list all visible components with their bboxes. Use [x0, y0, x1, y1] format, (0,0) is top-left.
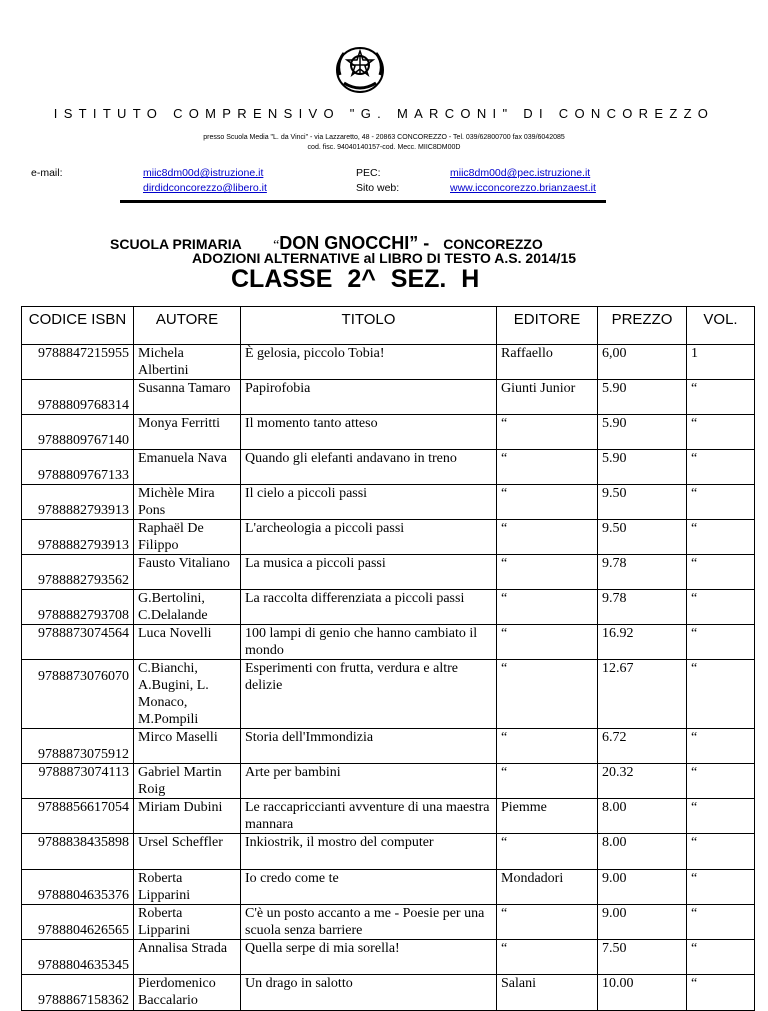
- vol-cell: “: [687, 485, 755, 520]
- publisher-cell: “: [497, 940, 598, 975]
- vol-cell: “: [687, 975, 755, 1011]
- publisher-cell: “: [497, 450, 598, 485]
- publisher-cell: Giunti Junior: [497, 380, 598, 415]
- isbn-cell: 9788804635376: [38, 888, 129, 903]
- price-cell: 10.00: [598, 975, 687, 1011]
- publisher-cell: Mondadori: [497, 870, 598, 905]
- publisher-cell: “: [497, 485, 598, 520]
- price-cell: 9.00: [598, 905, 687, 940]
- isbn-cell: 9788867158362: [38, 993, 129, 1008]
- price-cell: 9.78: [598, 590, 687, 625]
- title-cell: Le raccapriccianti avventure di una maestra mannara: [241, 799, 497, 834]
- adoptions-table: [21, 306, 755, 1011]
- publisher-cell: “: [497, 660, 598, 729]
- col-header-title: TITOLO: [241, 307, 497, 345]
- school-town: CONCOREZZO: [443, 236, 543, 252]
- price-cell: 5.90: [598, 380, 687, 415]
- price-cell: 16.92: [598, 625, 687, 660]
- vol-cell: “: [687, 555, 755, 590]
- author-cell: Luca Novelli: [134, 625, 241, 660]
- vol-cell: “: [687, 415, 755, 450]
- publisher-cell: “: [497, 834, 598, 870]
- institute-codes: cod. fisc. 94040140157-cod. Mecc. MIIC8DM00D: [307, 144, 461, 151]
- isbn-cell: 9788809768314: [38, 398, 129, 413]
- title-cell: Io credo come te: [241, 870, 497, 905]
- school-open-quote: “: [273, 238, 280, 253]
- vol-cell: “: [687, 870, 755, 905]
- col-header-price: PREZZO: [598, 307, 687, 345]
- vol-cell: “: [687, 520, 755, 555]
- author-cell: Emanuela Nava: [134, 450, 241, 485]
- table-row: [22, 345, 755, 380]
- col-header-isbn: CODICE ISBN: [22, 307, 134, 345]
- price-cell: 9.78: [598, 555, 687, 590]
- vol-cell: “: [687, 660, 755, 729]
- isbn-cell: 9788856617054: [22, 799, 134, 834]
- publisher-cell: “: [497, 415, 598, 450]
- isbn-cell: 9788873075912: [38, 747, 129, 762]
- title-cell: Quando gli elefanti andavano in treno: [241, 450, 497, 485]
- table-row: [22, 590, 755, 625]
- price-cell: 9.50: [598, 520, 687, 555]
- adoptions-heading: ADOZIONI ALTERNATIVE al LIBRO DI TESTO A.S. 2014/15: [191, 250, 577, 266]
- author-cell: C.Bianchi, A.Bugini, L. Monaco, M.Pompili: [134, 660, 241, 729]
- author-cell: Susanna Tamaro: [134, 380, 241, 415]
- title-cell: La raccolta differenziata a piccoli passi: [241, 590, 497, 625]
- col-header-author: AUTORE: [134, 307, 241, 345]
- isbn-cell: 9788838435898: [22, 834, 134, 870]
- table-row: [22, 729, 755, 764]
- table-row: [22, 485, 755, 520]
- isbn-cell: 9788882793913: [38, 503, 129, 518]
- table-row: [22, 834, 755, 870]
- author-cell: Fausto Vitaliano: [134, 555, 241, 590]
- publisher-cell: “: [497, 555, 598, 590]
- publisher-cell: Raffaello: [497, 345, 598, 380]
- isbn-cell: 9788882793708: [38, 608, 129, 623]
- vol-cell: “: [687, 764, 755, 799]
- title-cell: Quella serpe di mia sorella!: [241, 940, 497, 975]
- email-link-istruzione[interactable]: miic8dm00d@istruzione.it: [143, 167, 264, 179]
- isbn-cell: 9788804635345: [38, 958, 129, 973]
- web-label: Sito web:: [356, 182, 400, 194]
- isbn-cell: 9788809767140: [38, 433, 129, 448]
- institute-title: ISTITUTO COMPRENSIVO "G. MARCONI" DI CONCOREZZO: [53, 106, 715, 121]
- price-cell: 7.50: [598, 940, 687, 975]
- table-row: [22, 905, 755, 940]
- italian-republic-emblem: [332, 43, 388, 95]
- isbn-cell: 9788873074113: [22, 764, 134, 799]
- title-cell: Arte per bambini: [241, 764, 497, 799]
- title-cell: C'è un posto accanto a me - Poesie per una scuola senza barriere: [241, 905, 497, 940]
- table-row: [22, 764, 755, 799]
- vol-cell: “: [687, 905, 755, 940]
- title-cell: Un drago in salotto: [241, 975, 497, 1011]
- price-cell: 5.90: [598, 415, 687, 450]
- author-cell: Michela Albertini: [134, 345, 241, 380]
- author-cell: Ursel Scheffler: [134, 834, 241, 870]
- publisher-cell: “: [497, 729, 598, 764]
- isbn-cell: 9788804626565: [38, 923, 129, 938]
- table-row: [22, 870, 755, 905]
- price-cell: 6,00: [598, 345, 687, 380]
- email-label: e-mail:: [31, 167, 63, 179]
- class-heading: CLASSE 2^ SEZ. H: [231, 265, 480, 293]
- author-cell: Roberta Lipparini: [134, 870, 241, 905]
- author-cell: Pierdomenico Baccalario: [134, 975, 241, 1011]
- price-cell: 12.67: [598, 660, 687, 729]
- price-cell: 8.00: [598, 834, 687, 870]
- isbn-cell: 9788882793913: [38, 538, 129, 553]
- isbn-cell: 9788882793562: [38, 573, 129, 588]
- email-link-libero[interactable]: dirdidconcorezzo@libero.it: [143, 182, 267, 194]
- vol-cell: “: [687, 380, 755, 415]
- publisher-cell: “: [497, 764, 598, 799]
- vol-cell: “: [687, 450, 755, 485]
- table-row: [22, 625, 755, 660]
- price-cell: 5.90: [598, 450, 687, 485]
- title-cell: Il momento tanto atteso: [241, 415, 497, 450]
- pec-link[interactable]: miic8dm00d@pec.istruzione.it: [450, 167, 591, 179]
- table-row: [22, 660, 755, 729]
- table-row: [22, 520, 755, 555]
- school-prefix: SCUOLA PRIMARIA: [110, 236, 242, 252]
- publisher-cell: “: [497, 520, 598, 555]
- author-cell: Raphaël De Filippo: [134, 520, 241, 555]
- title-cell: È gelosia, piccolo Tobia!: [241, 345, 497, 380]
- vol-cell: “: [687, 625, 755, 660]
- col-header-publisher: EDITORE: [497, 307, 598, 345]
- table-row: [22, 975, 755, 1011]
- author-cell: Roberta Lipparini: [134, 905, 241, 940]
- author-cell: Gabriel Martin Roig: [134, 764, 241, 799]
- header-divider: [120, 200, 606, 203]
- table-row: [22, 940, 755, 975]
- title-cell: Storia dell'Immondizia: [241, 729, 497, 764]
- title-cell: L'archeologia a piccoli passi: [241, 520, 497, 555]
- publisher-cell: “: [497, 625, 598, 660]
- price-cell: 9.50: [598, 485, 687, 520]
- table-header-row: [22, 307, 755, 345]
- price-cell: 9.00: [598, 870, 687, 905]
- title-cell: La musica a piccoli passi: [241, 555, 497, 590]
- col-header-vol: VOL.: [687, 307, 755, 345]
- author-cell: Miriam Dubini: [134, 799, 241, 834]
- table-row: [22, 555, 755, 590]
- vol-cell: “: [687, 799, 755, 834]
- publisher-cell: “: [497, 905, 598, 940]
- title-cell: Inkiostrik, il mostro del computer: [241, 834, 497, 870]
- price-cell: 8.00: [598, 799, 687, 834]
- vol-cell: “: [687, 834, 755, 870]
- vol-cell: “: [687, 590, 755, 625]
- author-cell: Michèle Mira Pons: [134, 485, 241, 520]
- institute-address: presso Scuola Media "L. da Vinci" - via Lazzaretto, 48 - 20863 CONCOREZZO - Tel. 039/62800700 fax 039/6042085: [203, 134, 565, 141]
- author-cell: Mirco Maselli: [134, 729, 241, 764]
- publisher-cell: Piemme: [497, 799, 598, 834]
- title-cell: Esperimenti con frutta, verdura e altre delizie: [241, 660, 497, 729]
- author-cell: G.Bertolini, C.Delalande: [134, 590, 241, 625]
- vol-cell: 1: [687, 345, 755, 380]
- pec-label: PEC:: [356, 167, 381, 179]
- title-cell: Papirofobia: [241, 380, 497, 415]
- price-cell: 6.72: [598, 729, 687, 764]
- isbn-cell: 9788873074564: [22, 625, 134, 660]
- website-link[interactable]: www.icconcorezzo.brianzaest.it: [450, 182, 596, 194]
- title-cell: 100 lampi di genio che hanno cambiato il mondo: [241, 625, 497, 660]
- table-row: [22, 415, 755, 450]
- author-cell: Annalisa Strada: [134, 940, 241, 975]
- isbn-cell: 9788809767133: [38, 468, 129, 483]
- isbn-cell: 9788873076070: [38, 669, 129, 684]
- author-cell: Monya Ferritti: [134, 415, 241, 450]
- vol-cell: “: [687, 729, 755, 764]
- table-row: [22, 799, 755, 834]
- price-cell: 20.32: [598, 764, 687, 799]
- publisher-cell: Salani: [497, 975, 598, 1011]
- title-cell: Il cielo a piccoli passi: [241, 485, 497, 520]
- vol-cell: “: [687, 940, 755, 975]
- isbn-cell: 9788847215955: [22, 345, 134, 380]
- table-row: [22, 450, 755, 485]
- table-row: [22, 380, 755, 415]
- school-name: DON GNOCCHI” -: [279, 233, 430, 253]
- publisher-cell: “: [497, 590, 598, 625]
